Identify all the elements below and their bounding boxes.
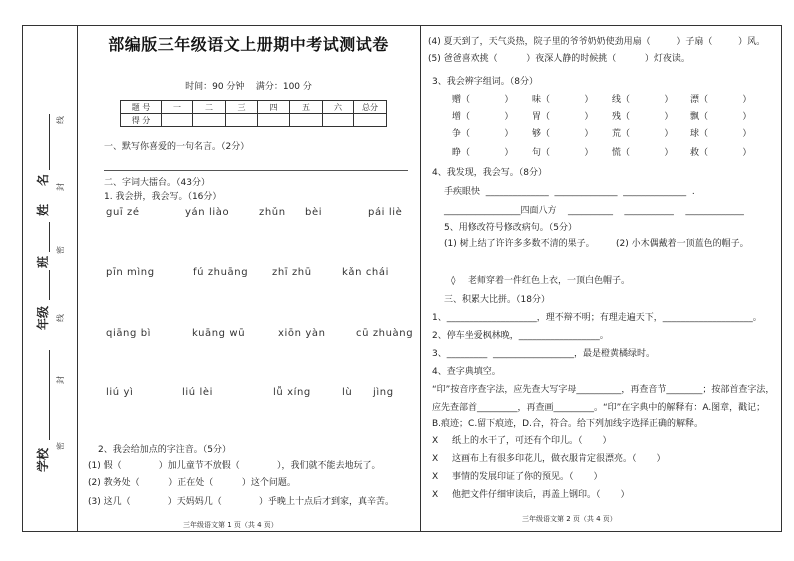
word-grid-item: 味（ ） [532, 95, 594, 105]
word-grid-item: 赠（ ） [452, 95, 514, 105]
seal-mark: 封 [56, 376, 65, 384]
word-grid-item: 胃（ ） [532, 112, 594, 122]
binding-divider [77, 25, 78, 532]
faulty-sentence: (1) 树上结了许许多多数不清的果子。 [444, 239, 595, 249]
faulty-sentence: (2) 小木偶戴着一顶蓝色的帽子。 [616, 239, 749, 249]
given-name-label: 名 [36, 173, 50, 186]
pinyin-item: kǎn chái [342, 267, 389, 278]
score-header-cell: 一 [162, 101, 193, 114]
name-blank [49, 114, 50, 170]
pinyin-item: cū zhuàng [356, 328, 414, 339]
item-marker-icon: Ⅹ [432, 472, 439, 482]
word-grid-item: 球（ ） [690, 129, 752, 139]
score-row-label: 得 分 [121, 114, 162, 127]
pinyin-item: lǚ xíng [273, 387, 311, 398]
binding-strip [28, 25, 58, 533]
score-header-cell: 六 [323, 101, 354, 114]
class-blank [49, 222, 50, 252]
school-label: 学校 [36, 447, 50, 472]
diamond-marker-icon: ◊ [451, 276, 456, 286]
accumulation-line: 2、停车坐爱枫林晚，__________________。 [432, 331, 609, 341]
question-2-item: (5) 爸爸喜欢挑（ ）夜深人静的时候挑（ ）灯夜读。 [428, 54, 690, 64]
time-info: 时间：90 分钟 满分：100 分 [185, 82, 312, 92]
pinyin-item: lù [342, 387, 353, 398]
accumulation-line: 3、_________ __________________，最是橙黄橘绿时。 [432, 349, 655, 359]
surname-label: 姓 [36, 203, 50, 216]
item-marker-icon: Ⅹ [432, 454, 439, 464]
grade-blank [49, 270, 50, 300]
page-1-footer: 三年级语文第 1 页（共 4 页） [183, 521, 278, 529]
score-value-row [121, 114, 387, 127]
score-header-cell: 二 [193, 101, 226, 114]
item-marker-icon: Ⅹ [432, 490, 439, 500]
score-header-cell: 总分 [354, 101, 387, 114]
dictionary-line: “印”按音序查字法，应先查大写字母__________，再查音节________；按部首查字法， [432, 385, 775, 395]
score-cell [258, 114, 290, 127]
question-3-title: 3、我会辨字组词。（8分） [432, 77, 538, 87]
word-grid-item: 漂（ ） [690, 95, 752, 105]
section-1-heading: 一、默写你喜爱的一句名言。（2分） [104, 142, 250, 152]
score-header-cell: 四 [258, 101, 290, 114]
score-table [120, 100, 387, 127]
pinyin-item: pīn mìng [106, 267, 155, 278]
dictionary-line: 应先查部首_________，再查画_________。“印”在字典中的解释有：A.图章，戳记； [432, 403, 766, 413]
pinyin-item: qiāng bì [106, 328, 152, 339]
score-cell [290, 114, 323, 127]
word-grid-item: 增（ ） [452, 112, 514, 122]
question-2-item: (1) 假（ ）加儿童节不放假（ ），我们就不能去地玩了。 [88, 461, 381, 471]
seal-mark: 线 [56, 116, 65, 124]
score-cell [193, 114, 226, 127]
section-2-heading: 二、字词大擂台。（43分） [104, 178, 210, 188]
pinyin-item: fú zhuāng [193, 267, 249, 278]
question-2-item: (2) 教务处（ ）正在处（ ）这个问题。 [88, 478, 296, 488]
page-2-footer: 三年级语文第 2 页（共 4 页） [522, 515, 617, 523]
question-2-item: (4) 夏天到了，天气炎热，院子里的爷爷奶奶使劲用扇（ ）子扇（ ）风。 [428, 37, 766, 47]
word-grid-item: 救（ ） [690, 148, 752, 158]
section-3-heading: 三、积累大比拼。（18分） [444, 295, 550, 305]
faulty-sentence: 老师穿着一件红色上衣，一顶白色帽子。 [468, 276, 631, 286]
idiom-line: _________________四面八方 __________ ___________ _____________ [444, 206, 744, 216]
word-grid-item: 慌（ ） [612, 148, 674, 158]
seal-mark: 密 [56, 442, 65, 450]
word-grid-item: 睁（ ） [452, 148, 514, 158]
score-cell [226, 114, 258, 127]
dictionary-item: 事情的发展印证了你的预见。（ ） [452, 472, 603, 482]
question-5-title: 5、用修改符号修改病句。（5分） [444, 223, 577, 233]
pinyin-item: jìng [373, 387, 394, 398]
score-cell [323, 114, 354, 127]
score-header-cell: 题 号 [121, 101, 162, 114]
dictionary-item: 他把文件仔细审读后，再盖上钢印。（ ） [452, 490, 630, 500]
pinyin-item: guī zé [106, 207, 140, 218]
word-grid-item: 句（ ） [532, 148, 594, 158]
question-2-title: 2、我会给加点的字注音。（5分） [98, 445, 231, 455]
seal-mark: 封 [56, 183, 65, 191]
word-grid-item: 争（ ） [452, 129, 514, 139]
score-header-cell: 三 [226, 101, 258, 114]
pinyin-item: yán liào [185, 207, 230, 218]
score-header-cell: 五 [290, 101, 323, 114]
dictionary-title: 4、查字典填空。 [432, 367, 501, 377]
dictionary-line: B.痕迹；C.留下痕迹，D.合，符合。给下列加线字选择正确的解释。 [432, 419, 703, 429]
idiom-line: 手疾眼快 ______________ ______________ ______________ . [444, 187, 695, 197]
word-grid-item: 线（ ） [612, 95, 674, 105]
score-header-row [121, 101, 387, 114]
school-blank [49, 350, 50, 440]
pinyin-item: zhǔn [259, 207, 286, 218]
page-divider [420, 25, 421, 532]
grade-label: 年级 [36, 305, 50, 330]
seal-mark: 线 [56, 314, 65, 322]
score-cell [354, 114, 387, 127]
pinyin-item: xiōn yàn [278, 328, 326, 339]
question-1-title: 1. 我会拼，我会写。（16分） [104, 192, 222, 202]
word-grid-item: 残（ ） [612, 112, 674, 122]
seal-mark: 密 [56, 246, 65, 254]
dictionary-item: 这画布上有很多印花儿，做衣服肯定很漂亮。（ ） [452, 454, 666, 464]
question-4-title: 4、我发现，我会写。（8分） [432, 168, 547, 178]
question-2-item: (3) 这几（ ）天妈妈几（ ）乎晚上十点后才到家，真辛苦。 [88, 497, 394, 507]
pinyin-item: pái liè [368, 207, 403, 218]
word-grid-item: 够（ ） [532, 129, 594, 139]
word-grid-item: 荒（ ） [612, 129, 674, 139]
dictionary-item: 纸上的水干了，可还有个印儿。（ ） [452, 436, 612, 446]
quote-answer-line [104, 170, 408, 171]
exam-title: 部编版三年级语文上册期中考试测试卷 [108, 35, 389, 54]
item-marker-icon: Ⅹ [432, 436, 439, 446]
pinyin-item: kuāng wū [192, 328, 246, 339]
pinyin-item: bèi [305, 207, 323, 218]
word-grid-item: 飘（ ） [690, 112, 752, 122]
pinyin-item: liú yì [106, 387, 134, 398]
pinyin-item: zhī zhū [272, 267, 312, 278]
class-label: 班 [36, 255, 50, 268]
accumulation-line: 1、____________________，理不辩不明；有理走遍天下，____________________。 [432, 313, 762, 323]
score-cell [162, 114, 193, 127]
pinyin-item: liú lèi [182, 387, 213, 398]
